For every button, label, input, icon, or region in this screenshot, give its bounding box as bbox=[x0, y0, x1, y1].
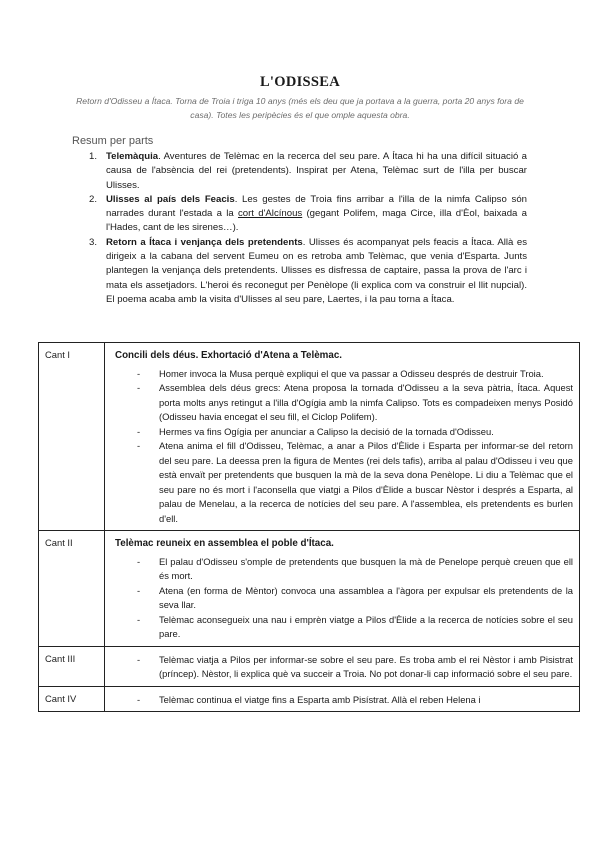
summary-item bbox=[89, 150, 527, 193]
cant-item: - Telèmac continua el viatge fins a Esparta amb Pisístrat. Allà el reben Helena i bbox=[159, 693, 573, 708]
summary-item-text-end: (gegant Polifem, maga Circe, illa d'Èol, baixada a l'Hades, cant de les sirenes…). bbox=[106, 208, 527, 234]
cant-items bbox=[115, 555, 573, 642]
table-row bbox=[39, 646, 580, 686]
cant-label: Cant III bbox=[39, 646, 105, 686]
document-title: L'ODISSEA bbox=[259, 74, 341, 90]
cant-item: - El palau d'Odisseu s'omple de pretendents que busquen la mà de Penelope perquè creuen que ell és mort. bbox=[159, 555, 573, 584]
summary-item-number: 3. bbox=[89, 236, 98, 248]
summary-item-title: Retorn a Ítaca i venjança dels pretendents bbox=[106, 236, 303, 248]
table-row bbox=[39, 686, 580, 712]
table-row bbox=[39, 343, 580, 531]
summary-item-number: 1. bbox=[89, 151, 98, 162]
cant-item: - Atena (en forma de Mèntor) convoca una assamblea a l'àgora per expulsar els pretendents de la seva llar. bbox=[159, 584, 573, 613]
cant-items bbox=[115, 693, 573, 708]
summary-item-text: . Ulisses és acompanyat pels feacis a Ítaca. Allà es dirigeix a la cabana del servent Eumeu on es retroba amb Telèmac, que venia d'Esparta. Junts plantegen la venjança dels pretendents. Ulisses es disfressa de captaire, passa la prova de l'arc i mata els assetjadors. L'heroi és reconegut per Penèlope (li explica com va construir el llit nupcial). El poema acaba amb la visita d'Ulisses al seu pare, Laertes, i la pau torna a Ítaca. bbox=[106, 236, 527, 305]
summary-list bbox=[89, 150, 527, 307]
summary-heading: Resum per parts bbox=[72, 135, 154, 147]
document-subtitle: Retorn d'Odisseu a Ítaca. Torna de Troia i triga 10 anys (més els deu que ja portava a la guerra, porta 20 anys fora de casa). Totes les peripècies és el que omple aquesta obra. bbox=[76, 96, 524, 120]
cant-item: - Atena anima el fill d'Odisseu, Telèmac, a anar a Pilos d'Èlide i Esparta per informar-se del retorn del seu pare. La deessa pren la figura de Mentes (rei dels tafis), arriba al palau d'Odisseu i veu que està envaït per pretendents que busquen la mà de la seva dona Penèlope. Li diu a Telèmac que el seu pare no és mort i l'aconsella que viatgi a Pilos d'Èlide a buscar Nèstor i després a Esparta, al palau de Menelau, a la recerca de notícies del seu pare. A l'assemblea, els pretendents es burlen d'ell. bbox=[159, 439, 573, 526]
cort-alcinous-link[interactable]: cort d'Alcínous bbox=[237, 208, 303, 220]
cant-item: - Telèmac viatja a Pilos per informar-se sobre el seu pare. Es troba amb el rei Nèstor i amb Pisistrat (príncep). Nèstor, li explica què va succeir a Troia. No pot donar-li cap informació sobre el seu pare. bbox=[159, 653, 573, 682]
summary-item-title: Telemàquia bbox=[106, 151, 159, 162]
cant-item: - Telèmac aconsegueix una nau i emprèn viatge a Pilos d'Èlide a la recerca de notícies sobre el seu pare. bbox=[159, 613, 573, 642]
cant-content bbox=[105, 646, 580, 686]
cant-heading: Telèmac reuneix en assemblea el poble d'Ítaca. bbox=[115, 538, 334, 549]
cant-items bbox=[115, 367, 573, 527]
cant-content bbox=[105, 686, 580, 712]
cant-items bbox=[115, 653, 573, 682]
summary-item-text: . Aventures de Telèmac en la recerca del seu pare. A Ítaca hi ha una difícil situació a causa de l'absència del rei (pretendents). Inspirat per Atena, Telèmac surt de l'illa per buscar Ulisses. bbox=[106, 151, 527, 191]
table-row bbox=[39, 531, 580, 647]
cant-item: - Assemblea dels déus grecs: Atena proposa la tornada d'Odisseu a la seva pàtria, Ítaca. Aquest porta molts anys retingut a l'illa d'Ogígia amb la nimfa Calipso. Tots es compadeixen menys Posidó (Odisseu havia encegat el seu fill, el Ciclop Polifem). bbox=[159, 381, 573, 425]
cant-heading: Concili dels déus. Exhortació d'Atena a Telèmac. bbox=[115, 350, 342, 361]
summary-item-text: . Les gestes de Troia fins arribar a l'illa de la nimfa Calipso són narrades durant l'estada a la bbox=[106, 193, 527, 220]
cant-item: - Homer invoca la Musa perquè expliqui el que va passar a Odisseu després de destruir Troia. bbox=[159, 367, 573, 382]
cant-content bbox=[105, 343, 580, 531]
cant-item: - Hermes va fins Ogígia per anunciar a Calipso la decisió de la tornada d'Odisseu. bbox=[159, 425, 573, 440]
cant-content bbox=[105, 531, 580, 647]
summary-item bbox=[89, 193, 527, 236]
cants-table bbox=[38, 342, 580, 712]
cant-label: Cant I bbox=[39, 343, 105, 531]
summary-item-number: 2. bbox=[89, 193, 98, 205]
summary-item-title: Ulisses al país dels Feacis bbox=[106, 193, 235, 205]
summary-item bbox=[89, 236, 527, 307]
cant-label: Cant II bbox=[39, 531, 105, 647]
cant-label: Cant IV bbox=[39, 686, 105, 712]
